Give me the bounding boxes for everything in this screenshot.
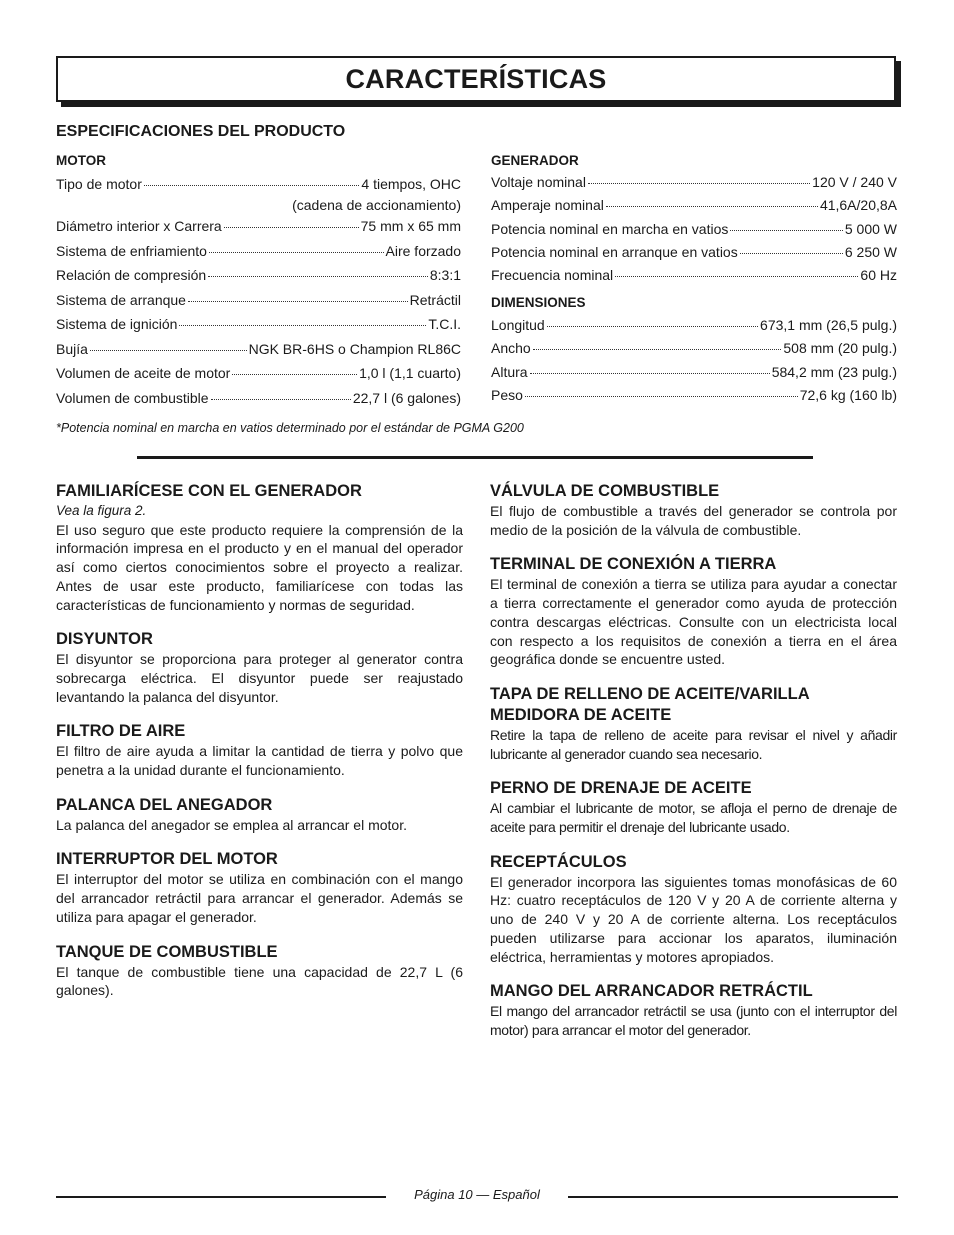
dot-leader bbox=[547, 326, 758, 327]
motor-heading: MOTOR bbox=[56, 153, 106, 168]
feature-heading: RECEPTÁCULOS bbox=[490, 852, 627, 871]
feature-text: El uso seguro que este producto requiere la comprensión de la información impresa en el producto y en el manual del operador así como ciertos conocimientos sobre el proyecto a realizar. Antes de usar este producto, familiarícese con todas las características de funcionamiento y normas de seguridad. bbox=[56, 521, 463, 613]
feature-section bbox=[490, 684, 897, 763]
spec-label: Frecuencia nominal bbox=[491, 267, 614, 284]
spec-label: Longitud bbox=[491, 317, 545, 333]
spec-label: Sistema de enfriamiento bbox=[56, 242, 207, 259]
feature-heading: TANQUE DE COMBUSTIBLE bbox=[56, 942, 278, 961]
spec-row bbox=[491, 317, 897, 340]
spec-row bbox=[56, 243, 461, 268]
spec-value: T.C.I. bbox=[428, 316, 461, 332]
spec-row bbox=[56, 267, 461, 292]
feature-section bbox=[56, 721, 463, 779]
dot-leader bbox=[211, 399, 351, 400]
feature-heading: PALANCA DEL ANEGADOR bbox=[56, 795, 273, 814]
spec-label: Altura bbox=[491, 363, 528, 380]
spec-row bbox=[491, 387, 897, 410]
feature-section bbox=[56, 942, 463, 1000]
spec-label: Potencia nominal en marcha en vatios bbox=[491, 220, 729, 237]
spec-value: 584,2 mm (23 pulg.) bbox=[771, 363, 897, 380]
spec-row bbox=[491, 174, 897, 197]
spec-label: Volumen de aceite de motor bbox=[56, 365, 231, 381]
spec-value: 1,0 l (1,1 cuarto) bbox=[359, 365, 461, 381]
spec-label: Relación de compresión bbox=[56, 267, 207, 283]
spec-label: Sistema de arranque bbox=[56, 291, 186, 308]
spec-value: 41,6A/20,8A bbox=[819, 197, 897, 214]
left-column bbox=[56, 481, 463, 1015]
feature-text: El tanque de combustible tiene una capacidad de 22,7 L (6 galones). bbox=[56, 963, 463, 999]
motor-spec-list bbox=[56, 176, 461, 414]
feature-section bbox=[490, 778, 897, 836]
spec-row bbox=[56, 390, 461, 415]
dot-leader bbox=[209, 252, 384, 253]
spec-value: 75 mm x 65 mm bbox=[360, 218, 461, 234]
feature-text: El flujo de combustible a través del generador se controla por medio de la posición de la válvula de combustible. bbox=[490, 503, 897, 538]
feature-text: El interruptor del motor se utiliza en combinación con el mango del arrancador retráctil para arrancar el generador. Además se utiliza para apagar el generador. bbox=[56, 871, 463, 925]
feature-text: La palanca del anegador se emplea al arrancar el motor. bbox=[56, 816, 407, 833]
feature-text: Retire la tapa de relleno de aceite para revisar el nivel y añadir lubricante al generador cuando sea necesario. bbox=[490, 726, 897, 762]
spec-value: 4 tiempos, OHC bbox=[361, 176, 461, 192]
spec-label: Sistema de ignición bbox=[56, 316, 178, 332]
page-footer: Página 10 — Español bbox=[414, 1187, 540, 1202]
spec-value: 72,6 kg (160 lb) bbox=[799, 386, 897, 403]
dot-leader bbox=[188, 301, 408, 302]
spec-label: Peso bbox=[491, 386, 523, 403]
spec-label: Volumen de combustible bbox=[56, 389, 209, 406]
feature-heading: MANGO DEL ARRANCADOR RETRÁCTIL bbox=[490, 982, 813, 1001]
spec-value: 8:3:1 bbox=[429, 267, 461, 283]
feature-heading: DISYUNTOR bbox=[56, 630, 153, 649]
spec-row bbox=[491, 244, 897, 267]
feature-section bbox=[490, 554, 897, 669]
spec-row bbox=[56, 218, 461, 243]
spec-row bbox=[56, 341, 461, 366]
dot-leader bbox=[530, 373, 770, 374]
feature-heading: VÁLVULA DE COMBUSTIBLE bbox=[490, 482, 720, 500]
spec-label: Bujía bbox=[56, 340, 88, 357]
spec-value: 673,1 mm (26,5 pulg.) bbox=[760, 317, 897, 333]
spec-row bbox=[491, 364, 897, 387]
page-title: CARACTERÍSTICAS bbox=[345, 64, 607, 94]
spec-label: Amperaje nominal bbox=[491, 197, 604, 214]
spec-row bbox=[56, 176, 461, 218]
feature-heading: PERNO DE DRENAJE DE ACEITE bbox=[490, 779, 752, 798]
spec-row bbox=[56, 316, 461, 341]
spec-label: Diámetro interior x Carrera bbox=[56, 218, 222, 234]
feature-section bbox=[490, 981, 897, 1039]
spec-value: 6 250 W bbox=[844, 243, 897, 260]
spec-row bbox=[56, 365, 461, 390]
feature-text: El terminal de conexión a tierra se utiliza para ayudar a conectar a tierra correctamente el generador como ayuda de protección contra descargas eléctricas. Consulte con un electricista local con respecto a los requisitos de conexión a tierra en el área geográfica donde se encuentre usted. bbox=[490, 576, 897, 668]
spec-value: 60 Hz bbox=[860, 267, 897, 284]
footer-rule-left bbox=[56, 1196, 386, 1198]
spec-row bbox=[491, 267, 897, 290]
feature-section bbox=[56, 629, 463, 706]
spec-row bbox=[491, 340, 897, 363]
feature-section bbox=[56, 481, 463, 614]
spec-label: Potencia nominal en arranque en vatios bbox=[491, 243, 738, 260]
spec-value: 22,7 l (6 galones) bbox=[352, 389, 461, 406]
figure-reference: Vea la figura 2. bbox=[56, 503, 147, 518]
feature-text: El generador incorpora las siguientes tomas monofásicas de 60 Hz: cuatro receptáculos de 120 V y 20 A de corriente alterna y uno de 240 V y 20 A de corriente alterna. Los receptáculos pueden utilizarse para accionar los aparatos, iluminación eléctrica, herramientas y motores apropiados. bbox=[490, 873, 897, 965]
feature-heading: TAPA DE RELLENO DE ACEITE/VARILLA MEDIDORA DE ACEITE bbox=[490, 684, 810, 724]
dot-leader bbox=[232, 374, 357, 375]
feature-section bbox=[56, 849, 463, 926]
feature-heading: FILTRO DE AIRE bbox=[56, 722, 186, 741]
footnote: *Potencia nominal en marcha en vatios determinado por el estándar de PGMA G200 bbox=[56, 421, 524, 435]
footer-rule-right bbox=[568, 1196, 898, 1198]
feature-text: El mango del arrancador retráctil se usa (junto con el interruptor del motor) para arrancar el motor del generador. bbox=[490, 1003, 897, 1038]
dot-leader bbox=[730, 230, 843, 231]
spec-value: 508 mm (20 pulg.) bbox=[783, 340, 897, 357]
dot-leader bbox=[224, 227, 359, 228]
feature-section bbox=[56, 795, 463, 835]
dot-leader bbox=[90, 350, 247, 351]
dot-leader bbox=[144, 185, 360, 186]
spec-label: Ancho bbox=[491, 340, 531, 357]
dot-leader bbox=[208, 276, 428, 277]
dimensions-spec-list bbox=[491, 317, 897, 410]
dot-leader bbox=[615, 276, 858, 277]
feature-text: El filtro de aire ayuda a limitar la cantidad de tierra y polvo que penetra a la unidad durante el funcionamiento. bbox=[56, 743, 463, 779]
spec-value: 5 000 W bbox=[844, 220, 897, 237]
spec-value: Retráctil bbox=[409, 291, 461, 308]
dot-leader bbox=[533, 349, 782, 350]
spec-value: Aire forzado bbox=[385, 242, 461, 259]
generator-spec-list bbox=[491, 174, 897, 290]
spec-row bbox=[491, 221, 897, 244]
title-box bbox=[56, 56, 896, 102]
spec-label: Voltaje nominal bbox=[491, 174, 586, 190]
dot-leader bbox=[525, 396, 798, 397]
dot-leader bbox=[179, 325, 426, 326]
dot-leader bbox=[606, 206, 818, 207]
specs-heading: ESPECIFICACIONES DEL PRODUCTO bbox=[56, 123, 346, 140]
generator-heading: GENERADOR bbox=[491, 153, 579, 168]
spec-value: NGK BR-6HS o Champion RL86C bbox=[248, 340, 461, 357]
feature-text: Al cambiar el lubricante de motor, se afloja el perno de drenaje de aceite para permitir el drenaje del lubricante usado. bbox=[490, 800, 897, 836]
spec-value-continued: (cadena de accionamiento) bbox=[292, 197, 461, 213]
spec-value: 120 V / 240 V bbox=[812, 174, 897, 190]
dot-leader bbox=[588, 183, 810, 184]
dot-leader bbox=[740, 253, 843, 254]
spec-label: Tipo de motor bbox=[56, 176, 142, 192]
spec-row bbox=[491, 197, 897, 220]
section-divider bbox=[137, 456, 813, 459]
feature-section bbox=[490, 852, 897, 967]
feature-heading: FAMILIARÍCESE CON EL GENERADOR bbox=[56, 482, 362, 500]
spec-row bbox=[56, 292, 461, 317]
feature-heading: TERMINAL DE CONEXIÓN A TIERRA bbox=[490, 555, 777, 574]
dimensions-heading: DIMENSIONES bbox=[491, 295, 586, 310]
right-column bbox=[490, 481, 897, 1055]
feature-text: El disyuntor se proporciona para proteger al generator contra sobrecarga eléctrica. El disyuntor puede ser reajustado levantando la palanca del disyuntor. bbox=[56, 651, 463, 705]
feature-section bbox=[490, 481, 897, 539]
feature-heading: INTERRUPTOR DEL MOTOR bbox=[56, 850, 278, 869]
